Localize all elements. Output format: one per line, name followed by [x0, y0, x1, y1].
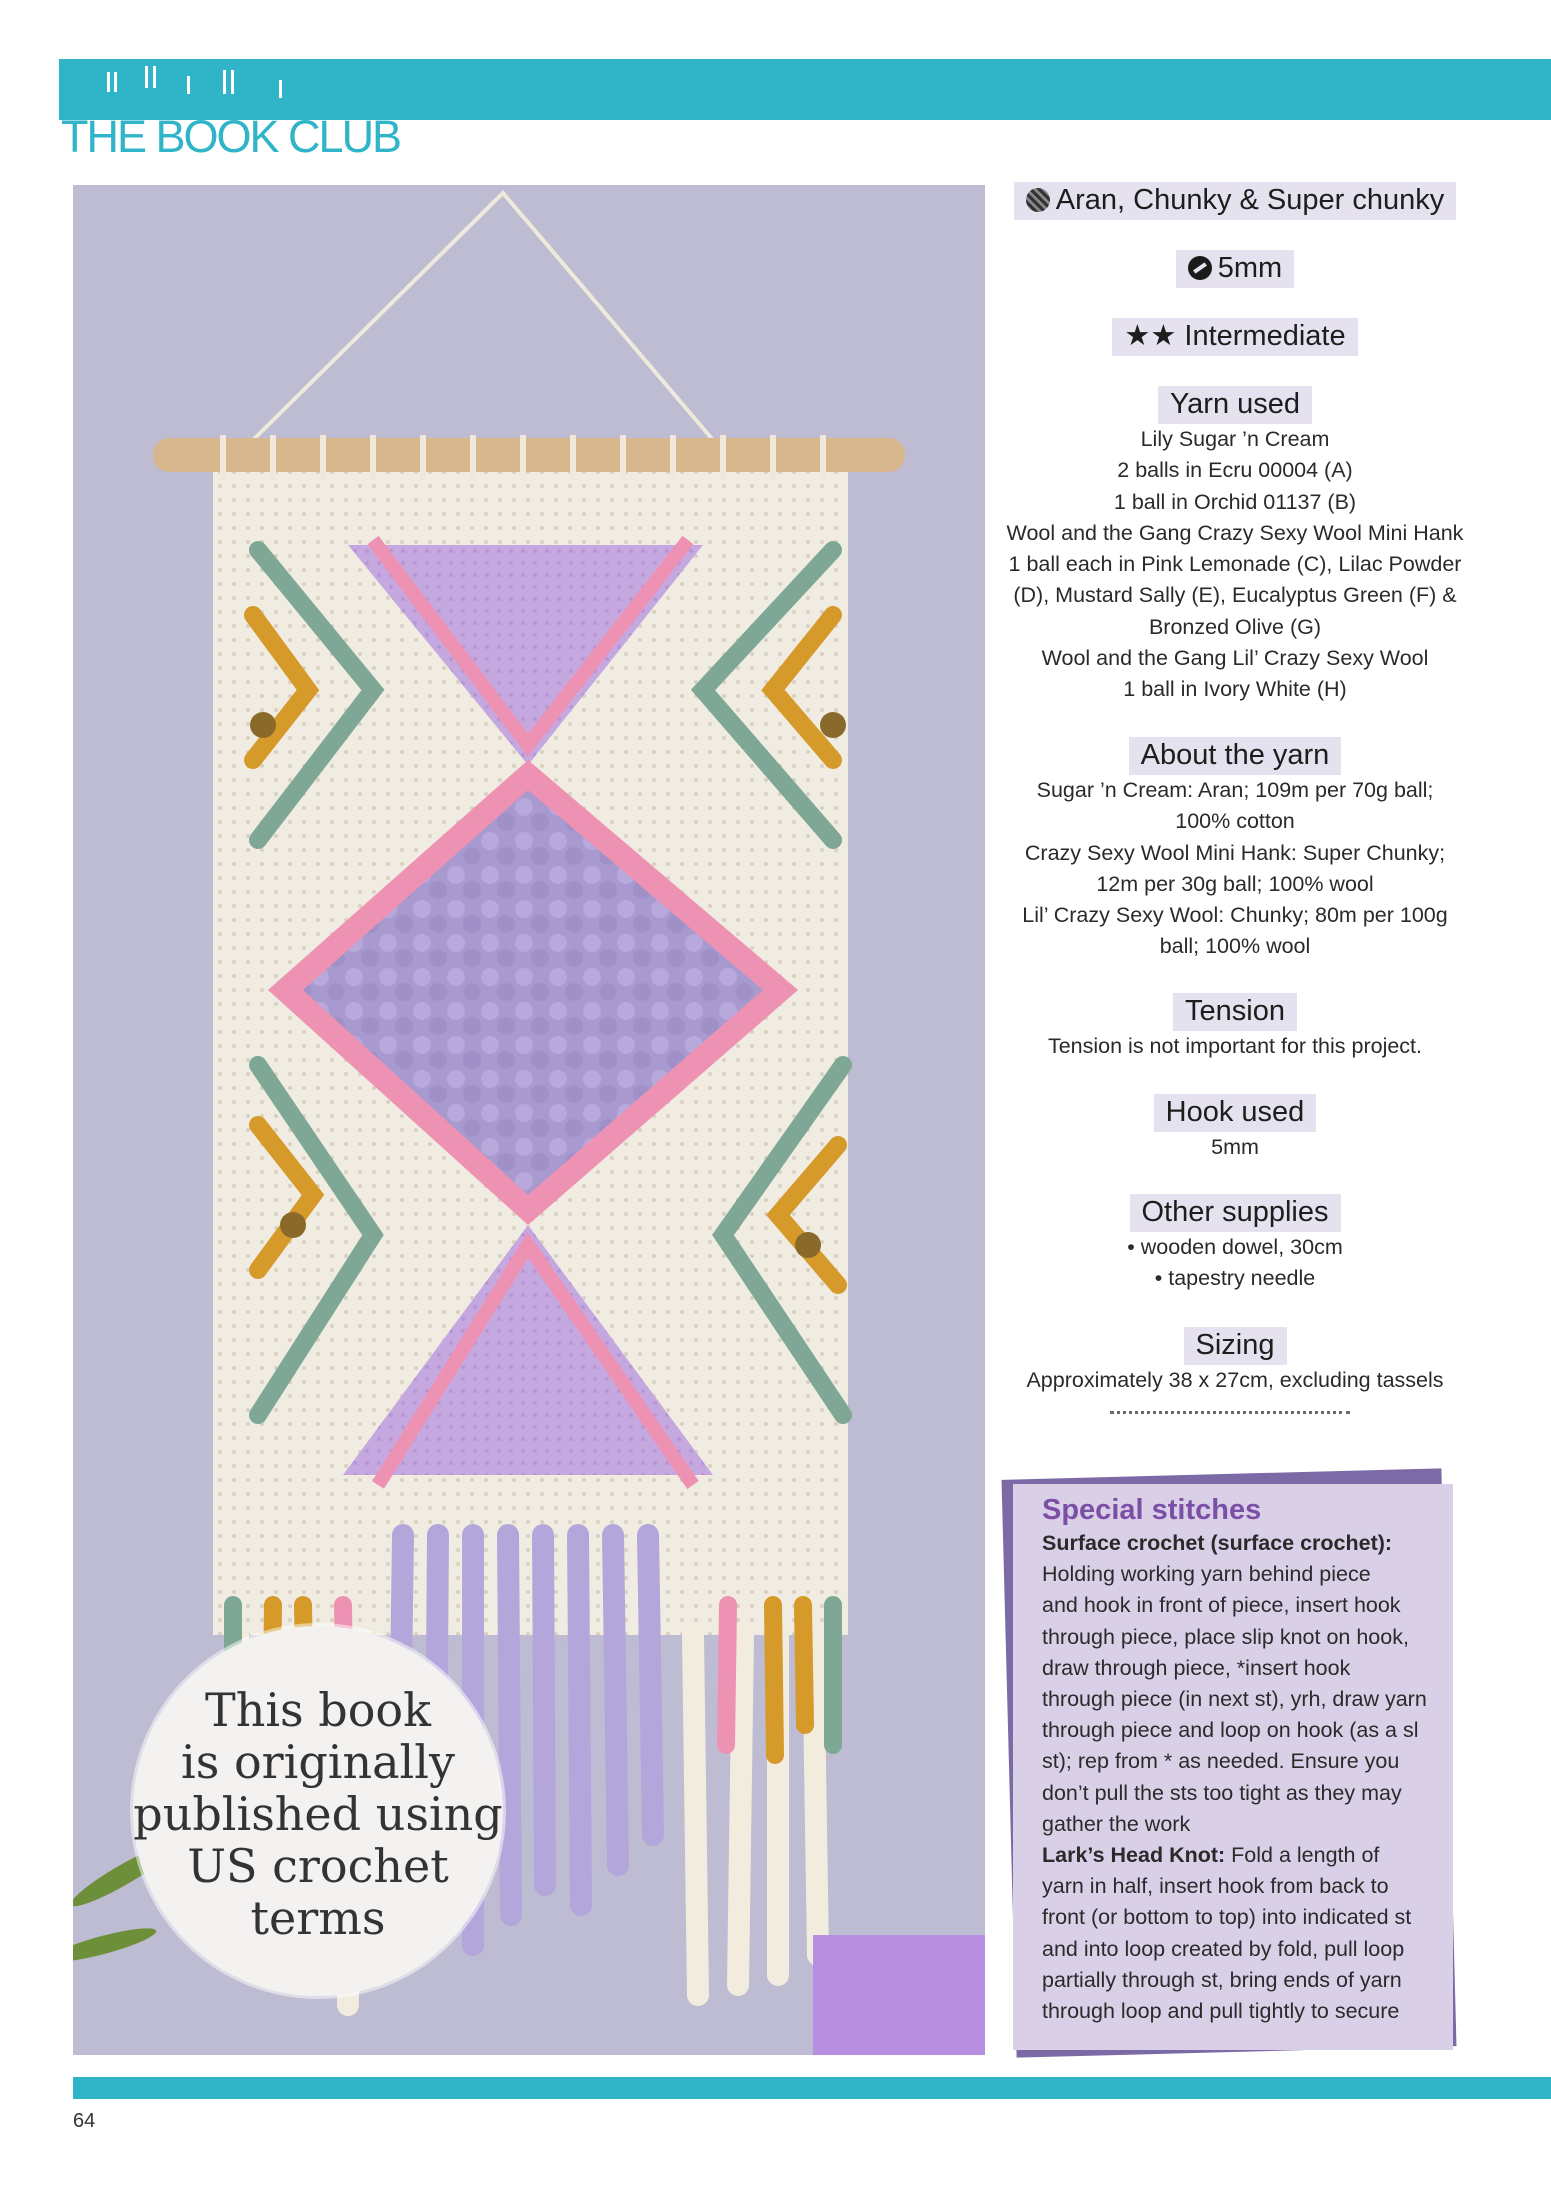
difficulty-label: Intermediate [1184, 320, 1346, 352]
yarn-used-line: Lily Sugar ’n Cream [1140, 427, 1330, 451]
about-yarn-heading: About the yarn [1129, 737, 1342, 775]
difficulty-tag [990, 318, 1480, 356]
stitch-text-line: front (or bottom to top) into indicated st [1042, 1905, 1412, 1930]
masthead-title: THE BOOK CLUB [61, 111, 401, 162]
page-number: 64 [73, 2110, 96, 2132]
stitch-text-line: st); rep from * as needed. Ensure you [1042, 1749, 1400, 1774]
stitch-text-line: and into loop created by fold, pull loop [1042, 1936, 1405, 1961]
about-yarn-line: 12m per 30g ball; 100% wool [1096, 871, 1374, 896]
stitch-text-line: yarn in half, insert hook from back to [1042, 1874, 1389, 1899]
yarn-used-line: 1 ball in Ivory White (H) [1123, 677, 1347, 702]
supply-item: • wooden dowel, 30cm [1127, 1235, 1343, 1259]
sizing-heading: Sizing [1184, 1327, 1287, 1365]
yarn-weight-label: Aran, Chunky & Super chunky [1055, 184, 1445, 216]
yarn-used-section [990, 386, 1480, 706]
yarn-used-line: (D), Mustard Sally (E), Eucalyptus Green (F) & [1013, 583, 1457, 608]
hook-size-tag [990, 250, 1480, 288]
stitch-text-line: don’t pull the sts too tight as they may [1042, 1780, 1402, 1805]
hook-size-label: 5mm [1217, 252, 1283, 284]
stitch-text-line: Fold a length of [1225, 1843, 1380, 1868]
yarn-used-line: 1 ball in Orchid 01137 (B) [1113, 489, 1357, 514]
about-yarn-line: 100% cotton [1175, 809, 1295, 834]
sizing-text: Approximately 38 x 27cm, excluding tassels [1026, 1368, 1444, 1392]
yarn-used-heading: Yarn used [1158, 386, 1312, 424]
stitch-text-line: draw through piece, *insert hook [1042, 1655, 1351, 1680]
hook-used-text: 5mm [1211, 1135, 1259, 1159]
stitch-text-line: Holding working yarn behind piece [1042, 1562, 1371, 1587]
about-yarn-section [990, 737, 1480, 963]
callout-line: terms [250, 1891, 386, 1945]
larks-head-knot-label: Lark’s Head Knot: [1042, 1843, 1226, 1868]
us-terms-callout [133, 1626, 503, 1996]
about-yarn-line: Lil’ Crazy Sexy Wool: Chunky; 80m per 100g [1022, 903, 1448, 928]
about-yarn-line: Crazy Sexy Wool Mini Hank: Super Chunky; [1024, 840, 1446, 865]
hook-icon [1188, 256, 1212, 280]
callout-line: is originally [181, 1735, 455, 1789]
about-yarn-line: ball; 100% wool [1159, 934, 1311, 959]
stitch-text-line: and hook in front of piece, insert hook [1042, 1593, 1401, 1618]
callout-line: US crochet [187, 1839, 449, 1893]
tension-section [990, 993, 1480, 1062]
yarn-weight-tag [990, 182, 1480, 220]
yarn-used-line: 2 balls in Ecru 00004 (A) [1117, 458, 1353, 483]
surface-crochet-label: Surface crochet (surface crochet): [1042, 1531, 1393, 1555]
tension-heading: Tension [1173, 993, 1297, 1031]
tension-text: Tension is not important for this project. [1047, 1034, 1423, 1058]
stitch-text-line: through piece, place slip knot on hook, [1042, 1624, 1409, 1649]
yarn-used-line: 1 ball each in Pink Lemonade (C), Lilac Powder [1008, 552, 1462, 577]
footer-bar [73, 2077, 1551, 2099]
other-supplies-section [990, 1194, 1480, 1295]
hook-used-heading: Hook used [1154, 1094, 1317, 1132]
callout-line: published using [133, 1787, 503, 1841]
supply-item: • tapestry needle [1154, 1266, 1316, 1291]
sizing-section [990, 1327, 1480, 1396]
special-stitches-box [1009, 1474, 1449, 2052]
callout-line: This book [205, 1683, 431, 1737]
stitch-text-line: gather the work [1042, 1811, 1191, 1836]
other-supplies-heading: Other supplies [1130, 1194, 1341, 1232]
star-rating-icon: ★★ [1124, 320, 1177, 352]
stitch-text-line: through piece (in next st), yrh, draw yarn [1042, 1687, 1427, 1712]
yarn-used-line: Bronzed Olive (G) [1148, 614, 1322, 639]
special-stitches-title: Special stitches [1042, 1494, 1262, 1526]
hook-used-section [990, 1094, 1480, 1163]
yarn-used-line: Wool and the Gang Lil’ Crazy Sexy Wool [1041, 646, 1429, 671]
yarn-ball-icon [1026, 188, 1050, 212]
stitch-text-line: through piece and loop on hook (as a sl [1042, 1718, 1419, 1743]
stitch-text-line: partially through st, bring ends of yarn [1042, 1967, 1402, 1992]
stitch-text-line: through loop and pull tightly to secure [1042, 1999, 1400, 2024]
yarn-used-line: Wool and the Gang Crazy Sexy Wool Mini Hank [1006, 520, 1464, 545]
about-yarn-line: Sugar ’n Cream: Aran; 109m per 70g ball; [1036, 778, 1434, 802]
dotted-divider [1110, 1411, 1350, 1414]
